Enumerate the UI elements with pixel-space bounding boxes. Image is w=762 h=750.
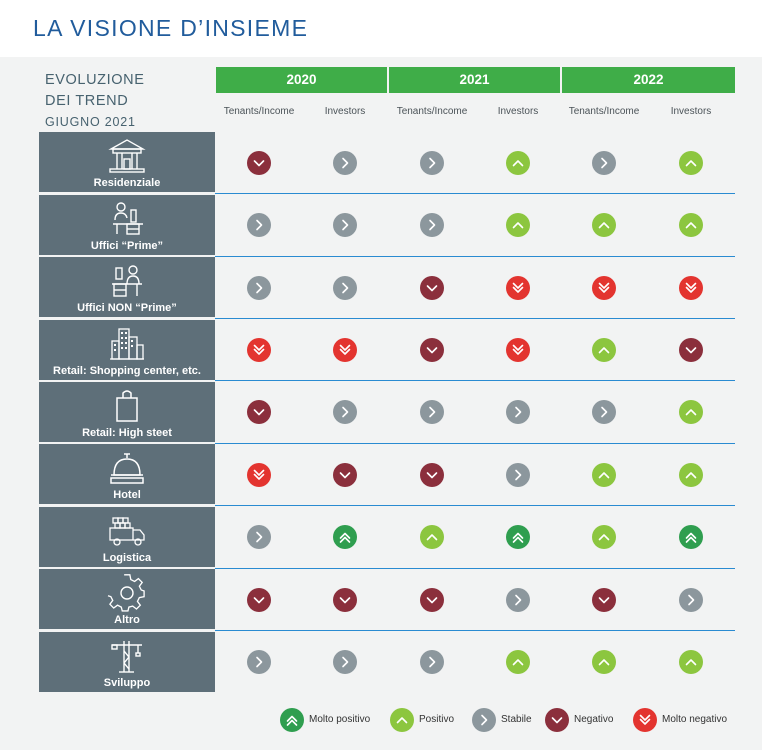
trend-stabile-icon (506, 463, 530, 487)
skyscrapers-icon (107, 325, 147, 363)
trend-stabile-icon (420, 650, 444, 674)
trend-positivo-icon (390, 708, 414, 732)
trend-stabile-icon (420, 213, 444, 237)
legend-label: Negativo (574, 714, 614, 725)
trend-negativo-icon (420, 276, 444, 300)
row-label-text: Hotel (113, 489, 141, 501)
trend-positivo-icon (679, 151, 703, 175)
subtitle-line-1: EVOLUZIONE (45, 72, 145, 88)
trend-positivo-icon (679, 213, 703, 237)
column-header-tenants-2021: Tenants/Income (396, 106, 468, 117)
trend-positivo-icon (506, 151, 530, 175)
trend-stabile-icon (247, 213, 271, 237)
row-label-uffici-non-prime (39, 257, 215, 317)
trend-negativo-icon (420, 463, 444, 487)
year-header-2022: 2022 (562, 67, 735, 93)
row-separator (215, 630, 735, 631)
crane-icon (107, 637, 147, 675)
trend-negativo-icon (247, 588, 271, 612)
trend-stabile-icon (420, 400, 444, 424)
trend-positivo-icon (420, 525, 444, 549)
row-separator (215, 443, 735, 444)
row-separator (215, 380, 735, 381)
row-label-logistica (39, 507, 215, 567)
trend-stabile-icon (333, 650, 357, 674)
trend-stabile-icon (506, 400, 530, 424)
trend-positivo-icon (679, 650, 703, 674)
trend-stabile-icon (592, 151, 616, 175)
column-header-tenants-2020: Tenants/Income (223, 106, 295, 117)
trend-stabile-icon (679, 588, 703, 612)
trend-molto-positivo-icon (280, 708, 304, 732)
page-title: LA VISIONE D’INSIEME (33, 15, 309, 41)
subtitle-date: GIUGNO 2021 (45, 115, 136, 129)
trend-stabile-icon (333, 213, 357, 237)
trend-negativo-icon (420, 588, 444, 612)
column-header-tenants-2022: Tenants/Income (568, 106, 640, 117)
trend-molto-negativo-icon (633, 708, 657, 732)
row-separator (215, 318, 735, 319)
trend-positivo-icon (592, 213, 616, 237)
legend-label: Molto negativo (662, 714, 728, 725)
trend-negativo-icon (247, 400, 271, 424)
trend-stabile-icon (506, 588, 530, 612)
row-separator (215, 568, 735, 569)
row-label-retail-high-street (39, 382, 215, 442)
office-worker-icon (107, 262, 147, 300)
trend-stabile-icon (247, 650, 271, 674)
row-separator (215, 505, 735, 506)
column-header-investors-2022: Investors (670, 106, 712, 117)
trend-molto-negativo-icon (247, 338, 271, 362)
row-separator (215, 193, 735, 194)
office-desk-icon (107, 200, 147, 238)
row-label-residenziale (39, 132, 215, 192)
trend-negativo-icon (679, 338, 703, 362)
trend-positivo-icon (592, 463, 616, 487)
reception-bell-icon (107, 449, 147, 487)
trend-negativo-icon (545, 708, 569, 732)
column-header-investors-2021: Investors (497, 106, 539, 117)
trend-negativo-icon (592, 588, 616, 612)
building-icon (107, 137, 147, 175)
year-header-2020: 2020 (216, 67, 387, 93)
trend-molto-negativo-icon (506, 276, 530, 300)
trend-negativo-icon (333, 588, 357, 612)
trend-molto-negativo-icon (679, 276, 703, 300)
table-subtitle (45, 70, 144, 133)
page-header (0, 0, 762, 57)
row-label-altro (39, 569, 215, 629)
trend-molto-negativo-icon (247, 463, 271, 487)
trend-positivo-icon (679, 400, 703, 424)
trend-negativo-icon (247, 151, 271, 175)
trend-molto-positivo-icon (679, 525, 703, 549)
trend-molto-negativo-icon (592, 276, 616, 300)
trend-molto-negativo-icon (506, 338, 530, 362)
row-label-text: Uffici “Prime” (90, 240, 164, 252)
row-label-text: Residenziale (93, 177, 161, 189)
trend-positivo-icon (506, 650, 530, 674)
trend-molto-positivo-icon (506, 525, 530, 549)
row-label-text: Sviluppo (103, 677, 151, 689)
shopping-bag-icon (107, 387, 147, 425)
trend-negativo-icon (420, 338, 444, 362)
trend-molto-negativo-icon (333, 338, 357, 362)
trend-molto-positivo-icon (333, 525, 357, 549)
row-label-text: Altro (114, 614, 140, 626)
trend-stabile-icon (333, 151, 357, 175)
trend-positivo-icon (592, 338, 616, 362)
row-label-text: Uffici NON “Prime” (77, 302, 177, 314)
subtitle-line-2: DEI TREND (45, 93, 129, 109)
trend-stabile-icon (420, 151, 444, 175)
row-label-text: Retail: Shopping center, etc. (53, 365, 201, 377)
row-label-text: Logistica (102, 552, 152, 564)
trend-positivo-icon (506, 213, 530, 237)
legend-label: Positivo (419, 714, 455, 725)
delivery-truck-icon (107, 512, 147, 550)
trend-stabile-icon (333, 400, 357, 424)
row-label-text: Retail: High steet (82, 427, 172, 439)
trend-stabile-icon (333, 276, 357, 300)
trend-negativo-icon (333, 463, 357, 487)
row-label-uffici-prime (39, 195, 215, 255)
column-header-investors-2020: Investors (324, 106, 366, 117)
row-label-hotel (39, 444, 215, 504)
legend-label: Stabile (501, 714, 532, 725)
trend-stabile-icon (247, 525, 271, 549)
row-separator (215, 256, 735, 257)
trend-positivo-icon (592, 525, 616, 549)
row-label-sviluppo (39, 632, 215, 692)
trend-positivo-icon (592, 650, 616, 674)
trend-stabile-icon (592, 400, 616, 424)
trend-stabile-icon (472, 708, 496, 732)
trend-positivo-icon (679, 463, 703, 487)
year-header-2021: 2021 (389, 67, 560, 93)
row-label-retail-shopping-center (39, 320, 215, 380)
gear-icon (107, 574, 147, 612)
trend-stabile-icon (247, 276, 271, 300)
legend-label: Molto positivo (309, 714, 371, 725)
